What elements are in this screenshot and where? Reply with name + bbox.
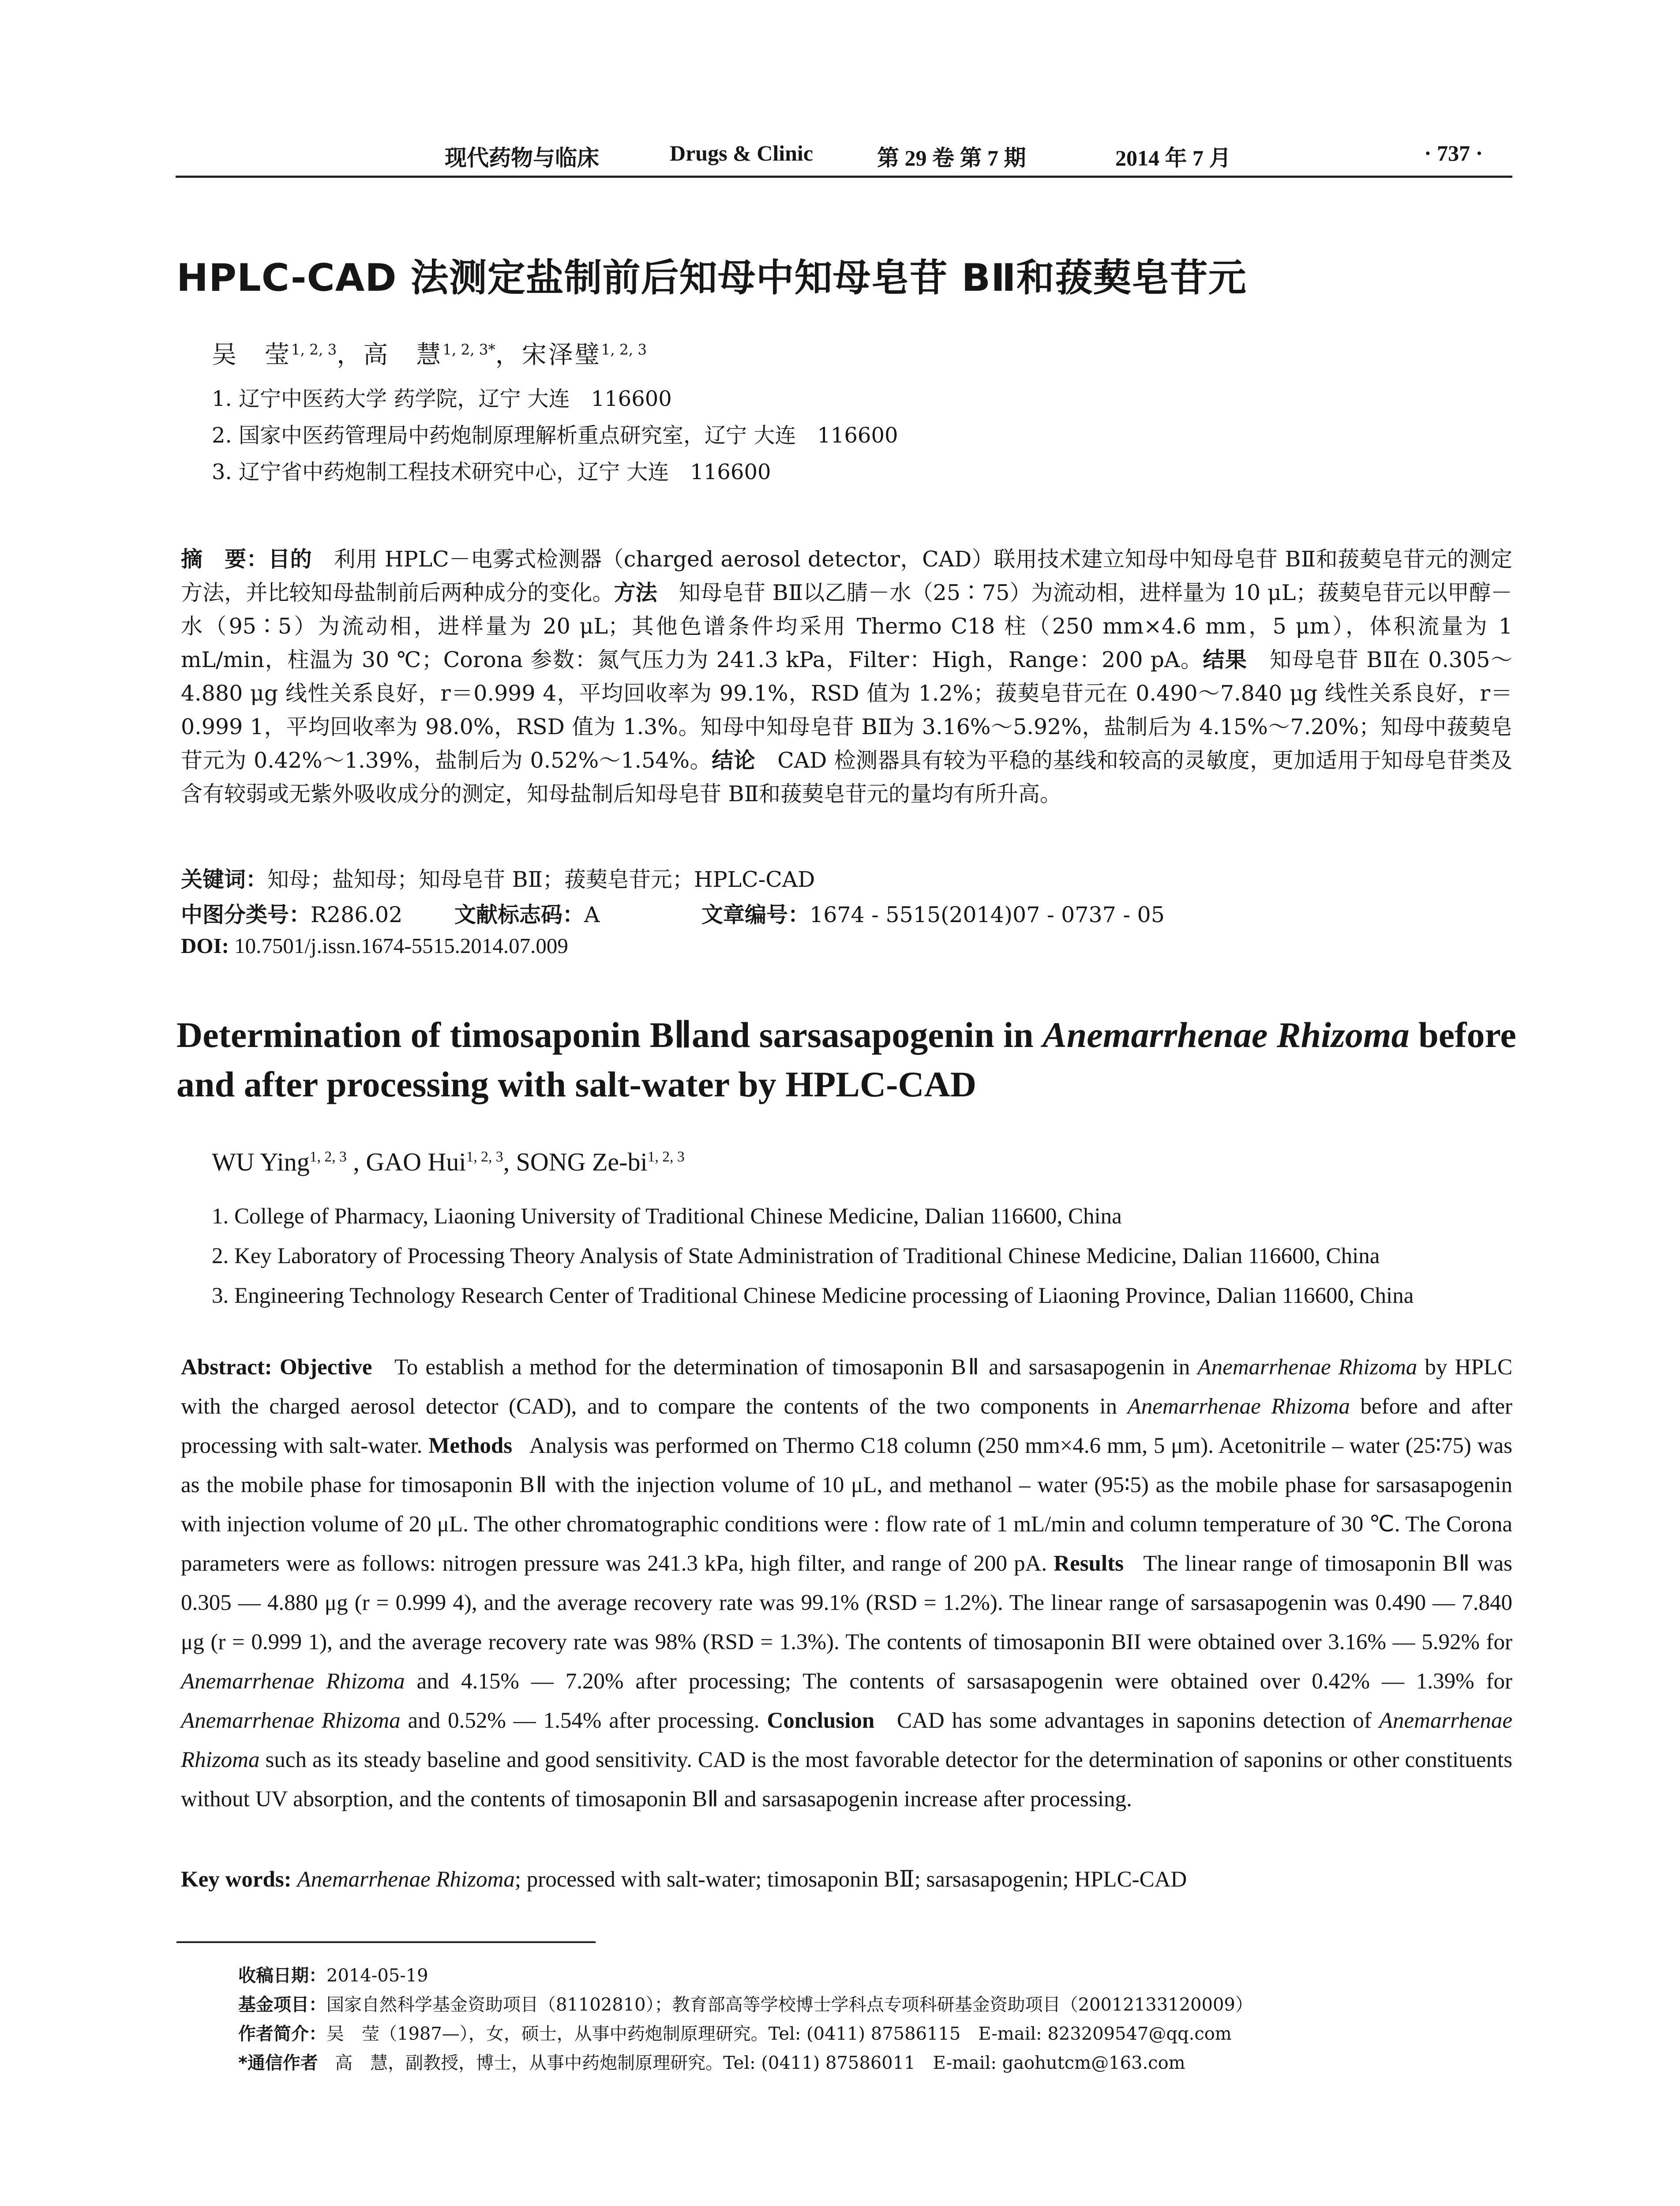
cn-keywords (181, 863, 1512, 893)
author-separator: ， (337, 341, 364, 369)
conclusion-text: CAD 检测器具有较为平稳的基线和较高的灵敏度，更加适用于知母皂苷类及含有较弱或无紫外吸收成分的测定，知母盐制后知母皂苷 BⅡ和菝葜皂苷元的量均有所升高。 (181, 748, 1512, 807)
conclusion-text: CAD has some advantages in saponins detection of (897, 1708, 1379, 1733)
en-title-text: Determination of timosaponin BⅡand sarsasapogenin in (176, 1015, 1043, 1055)
volume-issue: 第 29 卷 第 7 期 (877, 146, 1026, 170)
en-author-name: GAO Hui (366, 1148, 466, 1176)
running-header (176, 140, 1512, 173)
corresponding-label: *通信作者 (238, 2053, 318, 2073)
species-name: Anemarrhenae Rhizoma (1197, 1355, 1418, 1380)
species-name: Anemarrhenae Rhizoma (181, 1669, 405, 1694)
en-author-affil-mark: 1, 2, 3 (647, 1148, 685, 1165)
cn-author-name: 吴 莹 (212, 341, 291, 369)
results-text: and 4.15% — 7.20% after processing; The contents of sarsasapogenin were obtained over 0.42% — 1.39% for (405, 1669, 1512, 1694)
objective-text: before and after processing with salt-water. (181, 1394, 1512, 1458)
received-date-note (238, 1962, 428, 1987)
cn-author-name: 高 慧 (363, 341, 443, 369)
species-name: Anemarrhenae Rhizoma (181, 1708, 1513, 1772)
cn-abstract (181, 543, 1512, 811)
cn-title: HPLC-CAD 法测定盐制前后知母中知母皂苷 BⅡ和菝葜皂苷元 (176, 256, 1247, 300)
en-author-affil-mark: 1, 2, 3 (466, 1148, 503, 1165)
author-bio-text: 吴 莹（1987—），女，硕士，从事中药炮制原理研究。Tel: (0411) 87586115 E-mail: 823209547@qq.com (326, 2024, 1232, 2044)
page-number: · 737 · (1424, 141, 1483, 165)
journal-name-en: Drugs & Clinic (670, 141, 813, 165)
results-label: 结果 (1203, 647, 1248, 672)
en-affiliation: 2. Key Laboratory of Processing Theory Analysis of State Administration of Traditional Chinese Medicine, Dalian 116600, China (212, 1244, 1380, 1268)
results-text: The linear range of timosaponin BⅡ was 0.305 — 4.880 μg (r = 0.999 4), and the average recovery rate was 99.1% (RSD = 1.2%). The linear range of sarsasapogenin was 0.490 — 7.840 μg (r = 0.999 1), and the average recovery rate was 98% (RSD = 1.3%). The contents of timosaponin BII were obtained over 3.16% — 5.92% for (181, 1551, 1513, 1654)
en-keywords (181, 1866, 1512, 1892)
keywords-text: 知母；盐知母；知母皂苷 BⅡ；菝葜皂苷元；HPLC-CAD (267, 867, 815, 892)
cn-affiliation: 3. 辽宁省中药炮制工程技术研究中心，辽宁 大连 116600 (212, 460, 771, 484)
en-title-species: Anemarrhenae Rhizoma (1042, 1015, 1410, 1055)
conclusion-label: 结论 (712, 748, 756, 773)
author-separator: ， (495, 341, 522, 369)
keyword-species: Anemarrhenae Rhizoma (297, 1867, 515, 1892)
species-name: Anemarrhenae Rhizoma (181, 1708, 401, 1733)
results-text: 知母皂苷 BⅡ在 0.305～4.880 μg 线性关系良好，r＝0.999 4，平均回收率为 99.1%，RSD 值为 1.2%；菝葜皂苷元在 0.490～7.840 μg 线性关系良好，r＝0.999 1，平均回收率为 98.0%，RSD 值为 1.3%。知母中知母皂苷 BⅡ为 3.16%～5.92%，盐制后为 4.15%～7.20%；知母中菝葜皂苷元为 0.42%～1.39%，盐制后为 0.52%～1.54%。 (181, 647, 1512, 773)
doi-label: DOI: (181, 934, 229, 958)
funding-note (238, 1991, 1253, 2016)
corresponding-text: 高 慧，副教授，博士，从事中药炮制原理研究。Tel: (0411) 87586011 E-mail: gaohutcm@163.com (335, 2053, 1185, 2073)
author-separator: , (346, 1148, 366, 1176)
methods-label: Methods (428, 1433, 513, 1458)
en-affiliation: 3. Engineering Technology Research Center of Traditional Chinese Medicine processing of Liaoning Province, Dalian 116600, China (212, 1283, 1414, 1308)
species-name: Anemarrhenae Rhizoma (1127, 1394, 1350, 1419)
methods-label: 方法 (614, 580, 657, 605)
doc-code-label: 文献标志码： (454, 902, 585, 927)
clc-label: 中图分类号： (181, 902, 311, 927)
received-label: 收稿日期： (238, 1966, 326, 1986)
results-text: and 0.52% — 1.54% after processing. (400, 1708, 760, 1733)
cn-author-affil-mark: 1, 2, 3 (601, 341, 647, 358)
fund-label: 基金项目： (238, 1995, 326, 2015)
article-no-value: 1674 - 5515(2014)07 - 0737 - 05 (810, 902, 1165, 927)
corresponding-author-note (238, 2049, 1185, 2074)
objective-label: Objective (279, 1355, 372, 1380)
footnote-rule (176, 1941, 596, 1943)
doc-code-value: A (584, 902, 600, 927)
keywords-text: ; processed with salt-water; timosaponin BⅡ; sarsasapogenin; HPLC-CAD (514, 1867, 1187, 1892)
cn-author-list (212, 335, 647, 371)
en-affiliation: 1. College of Pharmacy, Liaoning University of Traditional Chinese Medicine, Dalian 116600, China (212, 1204, 1122, 1229)
cn-author-name: 宋泽璧 (521, 341, 601, 369)
en-title (176, 1010, 1518, 1109)
en-author-name: SONG Ze-bi (516, 1148, 648, 1176)
keywords-label: Key words: (181, 1867, 292, 1892)
objective-text: 利用 HPLC－电雾式检测器（charged aerosol detector，CAD）联用技术建立知母中知母皂苷 BⅡ和菝葜皂苷元的测定方法，并比较知母盐制前后两种成分的变化。 (181, 547, 1512, 605)
received-date: 2014-05-19 (326, 1966, 428, 1986)
cn-author-affil-mark: 1, 2, 3* (442, 341, 495, 358)
cn-author-affil-mark: 1, 2, 3 (291, 341, 337, 358)
en-author-list (212, 1147, 685, 1177)
conclusion-label: Conclusion (767, 1708, 875, 1733)
issue-date: 2014 年 7 月 (1115, 146, 1231, 170)
en-title-text: before and after processing with salt-water by HPLC-CAD (176, 1015, 1516, 1104)
keywords-label: 关键词： (181, 867, 268, 892)
journal-name-cn: 现代药物与临床 (445, 146, 599, 170)
conclusion-text: such as its steady baseline and good sensitivity. CAD is the most favorable detector for the determination of saponins or other constituents without UV absorption, and the contents of timosaponin BⅡ and sarsasapogenin increase after processing. (181, 1748, 1512, 1812)
author-bio-label: 作者简介： (238, 2024, 326, 2044)
en-abstract (181, 1348, 1512, 1819)
methods-text: Analysis was performed on Thermo C18 column (250 mm×4.6 mm, 5 μm). Acetonitrile – water (25∶75) was as the mobile phase for timosaponin BⅡ with the injection volume of 10 μL, and methanol – water (95∶5) as the mobile phase for sarsasapogenin with injection volume of 20 μL. The other chromatographic conditions were : flow rate of 1 mL/min and column temperature of 30 ℃. The Corona parameters were as follows: nitrogen pressure was 241.3 kPa, high filter, and range of 200 pA. (181, 1433, 1513, 1576)
objective-text: To establish a method for the determination of timosaponin BⅡ and sarsasapogenin in (394, 1355, 1198, 1380)
objective-text: by HPLC with the charged aerosol detector (CAD), and to compare the contents of the two components in (181, 1355, 1513, 1419)
author-bio-note (238, 2020, 1232, 2045)
cn-affiliation: 2. 国家中医药管理局中药炮制原理解析重点研究室，辽宁 大连 116600 (212, 423, 898, 448)
abstract-label: 摘 要： (181, 547, 269, 572)
author-separator: , (503, 1148, 516, 1176)
doi-row (181, 933, 1512, 958)
article-no-label: 文章编号： (701, 902, 810, 927)
header-rule (176, 176, 1512, 178)
objective-label: 目的 (268, 547, 312, 572)
en-author-affil-mark: 1, 2, 3 (309, 1148, 347, 1165)
methods-text: 知母皂苷 BⅡ以乙腈－水（25∶75）为流动相，进样量为 10 μL；菝葜皂苷元以甲醇－水（95∶5）为流动相，进样量为 20 μL；其他色谱条件均采用 Thermo C18 柱（250 mm×4.6 mm，5 μm），体积流量为 1 mL/min，柱温为 30 ℃；Corona 参数：氮气压力为 241.3 kPa，Filter：High，Range：200 pA。 (181, 580, 1512, 672)
fund-text: 国家自然科学基金资助项目（81102810）；教育部高等学校博士学科点专项科研基金资助项目（20012133120009） (326, 1995, 1253, 2015)
abstract-label: Abstract: (181, 1355, 272, 1380)
en-author-name: WU Ying (212, 1148, 310, 1176)
clc-value: R286.02 (311, 902, 403, 927)
doi-link[interactable]: 10.7501/j.issn.1674-5515.2014.07.009 (234, 934, 568, 958)
cn-affiliation: 1. 辽宁中医药大学 药学院，辽宁 大连 116600 (212, 386, 672, 411)
classification-row (181, 898, 1512, 929)
results-label: Results (1054, 1551, 1124, 1576)
